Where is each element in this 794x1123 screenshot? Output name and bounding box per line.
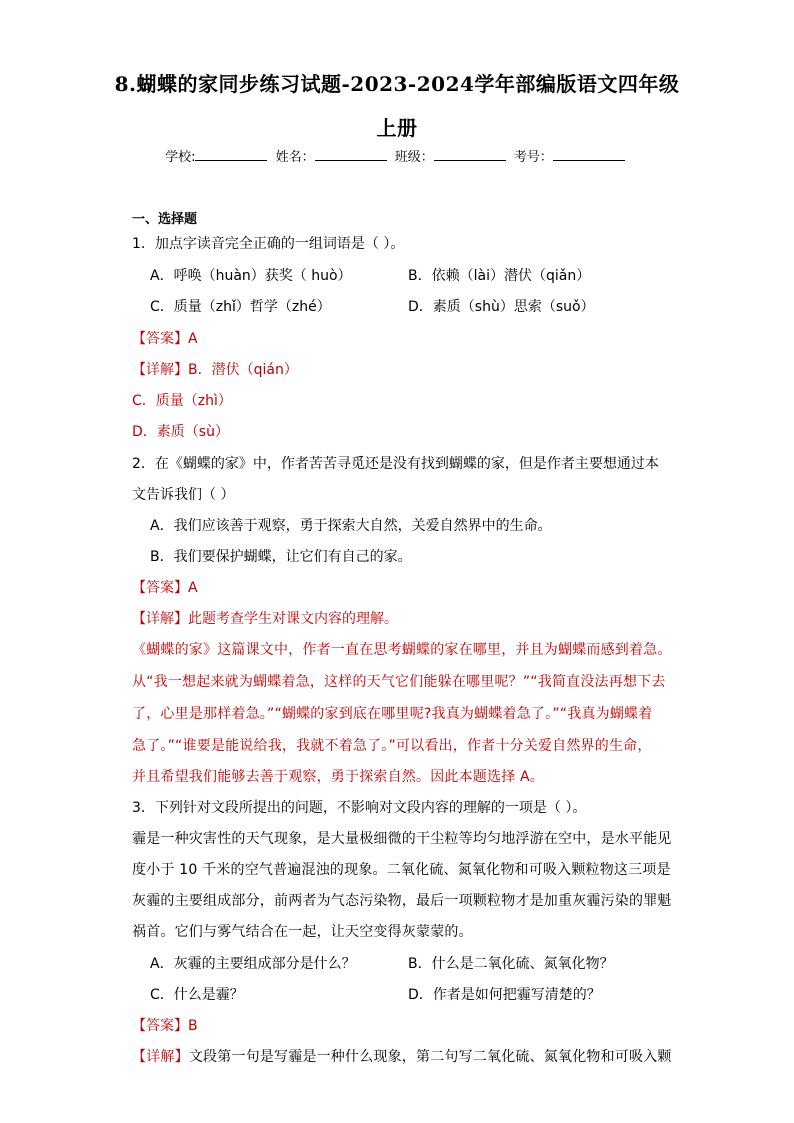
answer-value: B <box>188 1018 198 1034</box>
class-label: 班级： <box>394 150 434 165</box>
detail-tag: 【详解】 <box>132 611 188 627</box>
q2-answer <box>132 577 198 597</box>
detail-text: 此题考查学生对课文内容的理解。 <box>188 611 398 627</box>
answer-tag: 【答案】 <box>132 1018 188 1034</box>
detail-tag: 【详解】 <box>132 362 188 378</box>
answer-tag: 【答案】 <box>132 331 188 347</box>
q3-passage-4: 祸首。它们与雾气结合在一起，让天空变得灰蒙蒙的。 <box>132 924 473 940</box>
student-info-row <box>0 146 794 165</box>
q3-option-b: B．什么是二氧化硫、氮氧化物？ <box>408 956 614 972</box>
q3-answer <box>132 1015 198 1035</box>
q2-detail-1: 《蝴蝶的家》这篇课文中，作者一直在思考蝴蝶的家在哪里，并且为蝴蝶而感到着急。 <box>132 642 672 658</box>
q3-passage-1: 霾是一种灾害性的天气现象，是大量极细微的干尘粒等均匀地浮游在空中，是水平能见 <box>132 831 672 847</box>
exam-number-blank[interactable] <box>553 148 625 161</box>
q2-option-a: A．我们应该善于观察，勇于探索大自然，关爱自然界中的生命。 <box>150 518 552 534</box>
q3-option-d: D．作者是如何把霾写清楚的？ <box>408 987 601 1003</box>
q1-option-d: D．素质（shù）思索（suǒ） <box>408 299 595 315</box>
q2-detail-4: 急了。”“谁要是能说给我，我就不着急了。”可以看出，作者十分关爱自然界的生命， <box>132 738 652 754</box>
q1-stem: 1．加点字读音完全正确的一组词语是（ ）。 <box>132 236 405 252</box>
q3-detail-1 <box>132 1046 672 1066</box>
q1-option-a: A．呼唤（huàn）获奖（ huò） <box>150 268 352 284</box>
q2-option-b: B．我们要保护蝴蝶，让它们有自己的家。 <box>150 549 412 565</box>
q1-detail-2: C．质量（zhì） <box>132 393 232 409</box>
q3-option-a: A．灰霾的主要组成部分是什么？ <box>150 956 356 972</box>
q2-detail-2: 从“我一想起来就为蝴蝶着急，这样的天气它们能躲在哪里呢？”“我简直没法再想下去 <box>132 674 666 690</box>
q2-detail-3: 了，心里是那样着急。”“蝴蝶的家到底在哪里呢?我真为蝴蝶着急了。”“我真为蝴蝶着 <box>132 706 653 722</box>
detail-text: B．潜伏（qián） <box>188 362 298 378</box>
q1-answer <box>132 328 198 348</box>
q2-detail-5: 并且希望我们能够去善于观察，勇于探索自然。因此本题选择 A。 <box>132 769 545 785</box>
q2-stem-1: 2．在《蝴蝶的家》中，作者苦苦寻觅还是没有找到蝴蝶的家，但是作者主要想通过本 <box>132 456 659 472</box>
name-label: 姓名： <box>275 150 315 165</box>
exam-number-label: 考号： <box>513 150 553 165</box>
name-blank[interactable] <box>315 148 387 161</box>
q3-passage-2: 度小于 10 千米的空气普遍混浊的现象。二氧化硫、氮氧化物和可吸入颗粒物这三项是 <box>132 862 671 878</box>
detail-text: 文段第一句是写霾是一种什么现象，第二句写二氧化硫、氮氧化物和可吸入颗 <box>188 1049 672 1065</box>
school-blank[interactable] <box>195 148 267 161</box>
q2-detail-0 <box>132 608 398 628</box>
q1-detail-1 <box>132 359 298 379</box>
section-heading: 一、选择题 <box>132 212 198 227</box>
q2-stem-2: 文告诉我们（ ） <box>132 487 235 503</box>
answer-value: A <box>188 331 198 347</box>
q3-passage-3: 灰霾的主要组成部分，前两者为气态污染物，最后一项颗粒物才是加重灰霾污染的罪魁 <box>132 893 672 909</box>
document-title-line-2: 上册 <box>376 116 418 140</box>
answer-tag: 【答案】 <box>132 580 188 596</box>
class-blank[interactable] <box>434 148 506 161</box>
q1-option-b: B．依赖（lài）潜伏（qiǎn） <box>408 268 591 284</box>
school-label: 学校: <box>165 150 196 165</box>
q3-stem: 3．下列针对文段所提出的问题，不影响对文段内容的理解的一项是（ ）。 <box>132 800 587 816</box>
detail-tag: 【详解】 <box>132 1049 189 1065</box>
q3-option-c: C．什么是霾？ <box>150 987 244 1003</box>
q1-detail-3: D．素质（sù） <box>132 424 229 440</box>
document-title-line-1: 8.蝴蝶的家同步练习试题-2023-2024学年部编版语文四年级 <box>114 72 680 96</box>
answer-value: A <box>188 580 198 596</box>
q1-option-c: C．质量（zhǐ）哲学（zhé） <box>150 299 331 315</box>
